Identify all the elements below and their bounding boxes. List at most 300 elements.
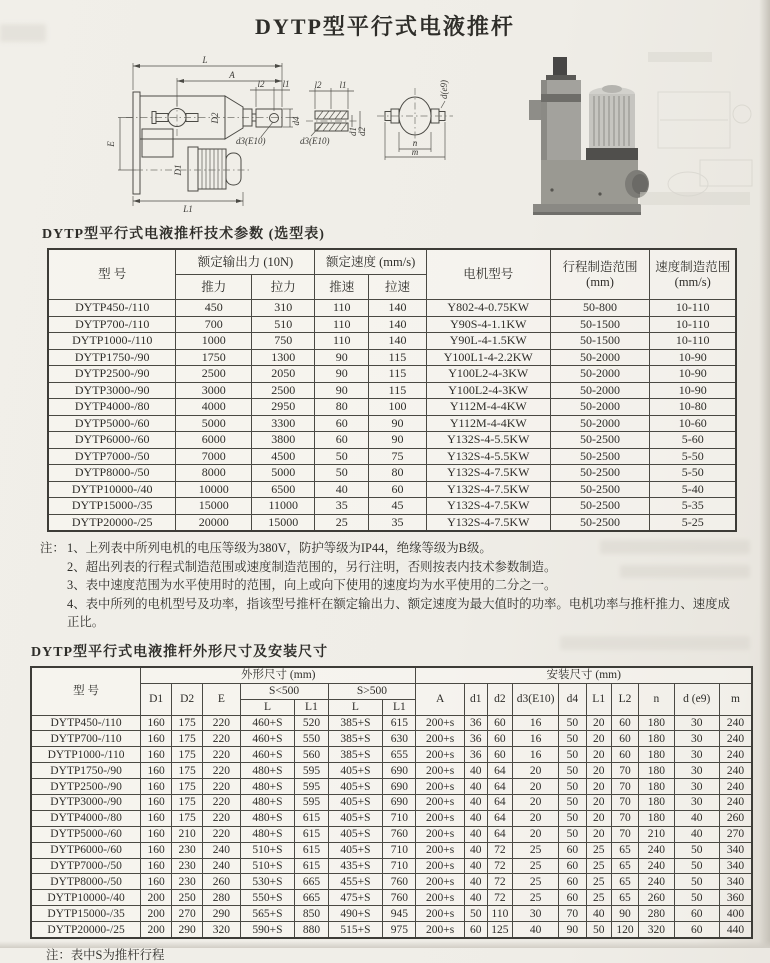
value-cell: 480+S — [240, 810, 295, 826]
value-cell: 50 — [674, 874, 719, 890]
value-cell: 25 — [513, 874, 559, 890]
value-cell: 220 — [203, 747, 240, 763]
value-cell: 270 — [719, 826, 752, 842]
model-cell: DYTP10000-/40 — [31, 890, 141, 906]
value-cell: 240 — [719, 747, 752, 763]
value-cell: 15000 — [176, 498, 252, 515]
table-row — [31, 715, 752, 731]
table-row — [31, 922, 752, 938]
value-cell: 50 — [559, 810, 586, 826]
value-cell: 60 — [559, 890, 586, 906]
value-cell: 16 — [513, 715, 559, 731]
value-cell: 180 — [639, 747, 674, 763]
bleed-through-artifact — [560, 636, 750, 650]
value-cell: 405+S — [328, 826, 383, 842]
value-cell: 100 — [369, 399, 427, 416]
note-item: 3、表中速度范围为水平使用时的范围，向上或向下使用的速度均为水平使用的二分之一。 — [67, 578, 557, 592]
value-cell: 2500 — [252, 382, 315, 399]
model-cell: DYTP3000-/90 — [48, 382, 176, 399]
section2-heading: DYTP型平行式电液推杆外形尺寸及安装尺寸 — [31, 644, 329, 660]
technical-drawing-figure — [0, 44, 770, 219]
value-cell: 240 — [639, 874, 674, 890]
value-cell: 200+s — [416, 715, 464, 731]
value-cell: Y132S-4-7.5KW — [426, 465, 550, 482]
bleed-through-artifact — [640, 192, 750, 205]
value-cell: 160 — [141, 763, 172, 779]
section1-heading: DYTP型平行式电液推杆技术参数 (选型表) — [42, 227, 325, 242]
value-cell: 595 — [295, 794, 328, 810]
header-model: 型 号 — [31, 667, 141, 716]
product-photo — [529, 57, 649, 215]
model-cell: DYTP450-/110 — [48, 300, 176, 317]
table-row — [48, 316, 736, 333]
value-cell: 230 — [172, 858, 203, 874]
value-cell: 615 — [295, 826, 328, 842]
table-row — [31, 763, 752, 779]
model-cell: DYTP700-/110 — [31, 731, 141, 747]
header-speed-range-unit: (mm/s) — [674, 274, 711, 289]
value-cell: 405+S — [328, 779, 383, 795]
value-cell: 20 — [586, 794, 611, 810]
value-cell: 72 — [487, 890, 512, 906]
model-cell: DYTP450-/110 — [31, 715, 141, 731]
table-row — [31, 826, 752, 842]
value-cell: 60 — [315, 415, 369, 432]
value-cell: 880 — [295, 922, 328, 938]
dim-label-E: E — [106, 141, 116, 147]
value-cell: 460+S — [240, 747, 295, 763]
value-cell: 160 — [141, 794, 172, 810]
model-cell: DYTP8000-/50 — [48, 465, 176, 482]
value-cell: 30 — [674, 715, 719, 731]
value-cell: 175 — [172, 763, 203, 779]
table-row — [31, 858, 752, 874]
value-cell: 490+S — [328, 906, 383, 922]
header-A: A — [416, 683, 464, 715]
value-cell: 60 — [559, 842, 586, 858]
value-cell: 480+S — [240, 763, 295, 779]
value-cell: 20 — [513, 794, 559, 810]
value-cell: 5-35 — [650, 498, 736, 515]
value-cell: 110 — [315, 300, 369, 317]
value-cell: 8000 — [176, 465, 252, 482]
model-cell: DYTP5000-/60 — [48, 415, 176, 432]
value-cell: 40 — [464, 826, 487, 842]
value-cell: 550 — [295, 731, 328, 747]
value-cell: 125 — [487, 922, 512, 938]
value-cell: Y132S-4-7.5KW — [426, 481, 550, 498]
header-speed-range — [650, 249, 736, 300]
dim-label-d2: d2 — [357, 127, 367, 136]
header-rated-output: 额定输出力 (10N) — [176, 249, 315, 275]
dim-label-l1: l1 — [339, 80, 347, 90]
dim-label-d-e9: d(e9) — [439, 80, 449, 99]
value-cell: 50-2000 — [550, 415, 650, 432]
value-cell: 25 — [586, 842, 611, 858]
value-cell: 200+s — [416, 874, 464, 890]
value-cell: 16 — [513, 731, 559, 747]
value-cell: 50 — [559, 715, 586, 731]
value-cell: 30 — [513, 906, 559, 922]
value-cell: 440 — [719, 922, 752, 938]
value-cell: 65 — [611, 874, 638, 890]
value-cell: 220 — [203, 810, 240, 826]
bleed-through-artifact — [620, 565, 750, 578]
value-cell: 200+s — [416, 731, 464, 747]
value-cell: 690 — [383, 794, 416, 810]
header-outline-dims: 外形尺寸 (mm) — [141, 667, 416, 684]
value-cell: 175 — [172, 794, 203, 810]
value-cell: 460+S — [240, 715, 295, 731]
value-cell: 50-2500 — [550, 465, 650, 482]
header-model: 型 号 — [48, 249, 176, 300]
value-cell: 405+S — [328, 763, 383, 779]
value-cell: 760 — [383, 826, 416, 842]
model-cell: DYTP15000-/35 — [31, 906, 141, 922]
value-cell: 400 — [719, 906, 752, 922]
header-push-speed: 推速 — [315, 275, 369, 300]
value-cell: 210 — [172, 826, 203, 842]
note-item: 4、表中所列的电机型号及功率，指该型号推杆在额定输出力、额定速度为最大值时的功率。电机功率与推杆推力、速度成正比。 — [67, 596, 730, 629]
value-cell: 310 — [252, 300, 315, 317]
value-cell: 90 — [315, 382, 369, 399]
value-cell: 30 — [674, 763, 719, 779]
value-cell: 180 — [639, 810, 674, 826]
value-cell: 5-50 — [650, 465, 736, 482]
header-D2: D2 — [172, 683, 203, 715]
value-cell: 240 — [719, 731, 752, 747]
value-cell: 700 — [176, 316, 252, 333]
value-cell: 615 — [295, 858, 328, 874]
value-cell: 340 — [719, 842, 752, 858]
value-cell: 50-2000 — [550, 382, 650, 399]
value-cell: 240 — [639, 858, 674, 874]
value-cell: 175 — [172, 779, 203, 795]
value-cell: 90 — [369, 415, 427, 432]
value-cell: 64 — [487, 763, 512, 779]
value-cell: 220 — [203, 763, 240, 779]
value-cell: 30 — [674, 794, 719, 810]
model-cell: DYTP3000-/90 — [31, 794, 141, 810]
value-cell: 385+S — [328, 747, 383, 763]
value-cell: 60 — [315, 432, 369, 449]
model-cell: DYTP20000-/25 — [48, 514, 176, 531]
value-cell: 50 — [586, 922, 611, 938]
header-stroke-range — [550, 249, 650, 300]
value-cell: 50 — [559, 747, 586, 763]
header-rated-speed: 额定速度 (mm/s) — [315, 249, 426, 275]
value-cell: 175 — [172, 747, 203, 763]
value-cell: 160 — [141, 747, 172, 763]
bleed-through-artifact — [648, 52, 712, 62]
header-d4: d4 — [559, 683, 586, 715]
value-cell: 2050 — [252, 366, 315, 383]
value-cell: 72 — [487, 842, 512, 858]
value-cell: 230 — [172, 842, 203, 858]
page-edge-shadow — [0, 941, 770, 948]
value-cell: 260 — [719, 810, 752, 826]
value-cell: 140 — [369, 316, 427, 333]
value-cell: 36 — [464, 747, 487, 763]
value-cell: 36 — [464, 715, 487, 731]
value-cell: 70 — [611, 794, 638, 810]
value-cell: 200+s — [416, 858, 464, 874]
value-cell: Y132S-4-7.5KW — [426, 514, 550, 531]
value-cell: 510 — [252, 316, 315, 333]
value-cell: 10-60 — [650, 415, 736, 432]
value-cell: 1750 — [176, 349, 252, 366]
value-cell: 615 — [295, 842, 328, 858]
value-cell: 200+s — [416, 842, 464, 858]
table-row — [31, 842, 752, 858]
value-cell: 405+S — [328, 794, 383, 810]
value-cell: 72 — [487, 874, 512, 890]
value-cell: 50-2500 — [550, 514, 650, 531]
value-cell: 72 — [487, 858, 512, 874]
value-cell: 90 — [315, 349, 369, 366]
value-cell: 90 — [315, 366, 369, 383]
value-cell: 200 — [141, 922, 172, 938]
header-push-force: 推力 — [176, 275, 252, 300]
value-cell: 20000 — [176, 514, 252, 531]
value-cell: 975 — [383, 922, 416, 938]
value-cell: 110 — [315, 333, 369, 350]
value-cell: 4500 — [252, 448, 315, 465]
value-cell: 50 — [464, 906, 487, 922]
value-cell: 110 — [487, 906, 512, 922]
header-speed-range-text: 速度制造范围 — [655, 259, 731, 274]
value-cell: 475+S — [328, 890, 383, 906]
value-cell: 50 — [559, 779, 586, 795]
value-cell: 3300 — [252, 415, 315, 432]
table-row — [48, 300, 736, 317]
value-cell: 7000 — [176, 448, 252, 465]
value-cell: 2500 — [176, 366, 252, 383]
value-cell: 35 — [369, 514, 427, 531]
model-cell: DYTP2500-/90 — [48, 366, 176, 383]
value-cell: 40 — [513, 922, 559, 938]
value-cell: 160 — [141, 731, 172, 747]
value-cell: 10-80 — [650, 399, 736, 416]
value-cell: 115 — [369, 366, 427, 383]
model-cell: DYTP8000-/50 — [31, 874, 141, 890]
value-cell: 220 — [203, 794, 240, 810]
value-cell: 160 — [141, 826, 172, 842]
value-cell: 60 — [487, 715, 512, 731]
dim-label-D2: D2 — [210, 112, 220, 124]
value-cell: 40 — [464, 890, 487, 906]
value-cell: 50-800 — [550, 300, 650, 317]
value-cell: 25 — [586, 874, 611, 890]
value-cell: 20 — [513, 810, 559, 826]
value-cell: 480+S — [240, 826, 295, 842]
value-cell: 25 — [513, 890, 559, 906]
actuator-side-view — [106, 55, 301, 214]
header-pull-speed: 拉速 — [369, 275, 427, 300]
dim-label-d3: d3(E10) — [236, 136, 266, 146]
value-cell: 50-1500 — [550, 316, 650, 333]
dim-label-l2: l2 — [257, 79, 265, 89]
table-row — [31, 874, 752, 890]
value-cell: 64 — [487, 810, 512, 826]
value-cell: Y100L1-4-2.2KW — [426, 349, 550, 366]
value-cell: 90 — [611, 906, 638, 922]
value-cell: 70 — [611, 826, 638, 842]
table-row — [48, 399, 736, 416]
value-cell: 40 — [464, 794, 487, 810]
value-cell: 50-2000 — [550, 349, 650, 366]
value-cell: 30 — [674, 731, 719, 747]
header-L-lt: L — [240, 699, 295, 715]
value-cell: 175 — [172, 731, 203, 747]
value-cell: 50-2500 — [550, 432, 650, 449]
value-cell: 710 — [383, 842, 416, 858]
model-cell: DYTP6000-/60 — [48, 432, 176, 449]
value-cell: 2950 — [252, 399, 315, 416]
table-row — [48, 333, 736, 350]
value-cell: 25 — [315, 514, 369, 531]
value-cell: 30 — [674, 779, 719, 795]
value-cell: 120 — [611, 922, 638, 938]
value-cell: 240 — [719, 779, 752, 795]
table-row — [31, 747, 752, 763]
value-cell: Y112M-4-4KW — [426, 415, 550, 432]
value-cell: 11000 — [252, 498, 315, 515]
value-cell: 50-2500 — [550, 498, 650, 515]
model-cell: DYTP1750-/90 — [48, 349, 176, 366]
value-cell: 665 — [295, 874, 328, 890]
value-cell: 3000 — [176, 382, 252, 399]
header-s-gt-500: S>500 — [328, 683, 416, 699]
value-cell: 20 — [586, 826, 611, 842]
value-cell: 1300 — [252, 349, 315, 366]
value-cell: Y132S-4-5.5KW — [426, 432, 550, 449]
value-cell: 260 — [639, 890, 674, 906]
table-row — [48, 498, 736, 515]
value-cell: 180 — [639, 779, 674, 795]
value-cell: 90 — [369, 432, 427, 449]
value-cell: 75 — [369, 448, 427, 465]
value-cell: 710 — [383, 810, 416, 826]
value-cell: 40 — [464, 779, 487, 795]
value-cell: 595 — [295, 779, 328, 795]
header-L1-gt: L1 — [383, 699, 416, 715]
value-cell: 25 — [513, 858, 559, 874]
value-cell: 16 — [513, 747, 559, 763]
value-cell: 630 — [383, 731, 416, 747]
value-cell: 340 — [719, 874, 752, 890]
note-item: 1、上列表中所列电机的电压等级为380V，防护等级为IP44，绝缘等级为B级。 — [67, 541, 492, 555]
value-cell: 20 — [586, 747, 611, 763]
dim-label-l2: l2 — [314, 80, 322, 90]
table-row — [48, 481, 736, 498]
value-cell: 405+S — [328, 810, 383, 826]
value-cell: 40 — [464, 763, 487, 779]
value-cell: 25 — [586, 858, 611, 874]
model-cell: DYTP10000-/40 — [48, 481, 176, 498]
value-cell: 140 — [369, 300, 427, 317]
value-cell: 20 — [513, 826, 559, 842]
value-cell: 15000 — [252, 514, 315, 531]
value-cell: 480+S — [240, 794, 295, 810]
value-cell: Y90L-4-1.5KW — [426, 333, 550, 350]
value-cell: 50-2500 — [550, 448, 650, 465]
value-cell: 10-110 — [650, 300, 736, 317]
tech-params-table — [47, 248, 737, 532]
header-d1: d1 — [464, 683, 487, 715]
value-cell: 60 — [611, 731, 638, 747]
value-cell: 20 — [586, 763, 611, 779]
dim-label-L: L — [202, 55, 208, 65]
dimensions-table — [30, 666, 753, 939]
value-cell: 175 — [172, 715, 203, 731]
value-cell: 450 — [176, 300, 252, 317]
header-s-lt-500: S<500 — [240, 683, 328, 699]
value-cell: 5000 — [252, 465, 315, 482]
value-cell: 435+S — [328, 858, 383, 874]
value-cell: 385+S — [328, 715, 383, 731]
value-cell: 160 — [141, 779, 172, 795]
value-cell: 220 — [203, 779, 240, 795]
model-cell: DYTP700-/110 — [48, 316, 176, 333]
value-cell: 64 — [487, 794, 512, 810]
value-cell: 655 — [383, 747, 416, 763]
header-pull-force: 拉力 — [252, 275, 315, 300]
header-E: E — [203, 683, 240, 715]
value-cell: 90 — [559, 922, 586, 938]
value-cell: 60 — [369, 481, 427, 498]
value-cell: 615 — [383, 715, 416, 731]
value-cell: 70 — [559, 906, 586, 922]
value-cell: 200+s — [416, 763, 464, 779]
value-cell: 230 — [172, 874, 203, 890]
value-cell: 3800 — [252, 432, 315, 449]
table-row — [31, 810, 752, 826]
value-cell: 565+S — [240, 906, 295, 922]
table-row — [48, 349, 736, 366]
value-cell: 320 — [203, 922, 240, 938]
value-cell: 35 — [315, 498, 369, 515]
value-cell: 750 — [252, 333, 315, 350]
value-cell: 175 — [172, 810, 203, 826]
value-cell: 160 — [141, 810, 172, 826]
table-row — [48, 514, 736, 531]
value-cell: 405+S — [328, 842, 383, 858]
value-cell: 290 — [203, 906, 240, 922]
header-install-dims: 安装尺寸 (mm) — [416, 667, 752, 684]
value-cell: Y100L2-4-3KW — [426, 366, 550, 383]
value-cell: 115 — [369, 349, 427, 366]
value-cell: 80 — [315, 399, 369, 416]
value-cell: 50 — [315, 448, 369, 465]
value-cell: 5-50 — [650, 448, 736, 465]
value-cell: 240 — [719, 794, 752, 810]
note-item: 2、超出列表的行程式制造范围或速度制造范围的，另行注明，否则按表内技术参数制造。 — [67, 559, 557, 574]
value-cell: 690 — [383, 779, 416, 795]
value-cell: 20 — [586, 810, 611, 826]
value-cell: 70 — [611, 763, 638, 779]
value-cell: 40 — [315, 481, 369, 498]
value-cell: 60 — [611, 715, 638, 731]
value-cell: 180 — [639, 763, 674, 779]
value-cell: 65 — [611, 890, 638, 906]
table-row — [48, 448, 736, 465]
page-edge-shadow — [759, 0, 770, 948]
value-cell: 550+S — [240, 890, 295, 906]
value-cell: 25 — [586, 890, 611, 906]
value-cell: 760 — [383, 874, 416, 890]
rod-end-section-view — [300, 80, 367, 146]
